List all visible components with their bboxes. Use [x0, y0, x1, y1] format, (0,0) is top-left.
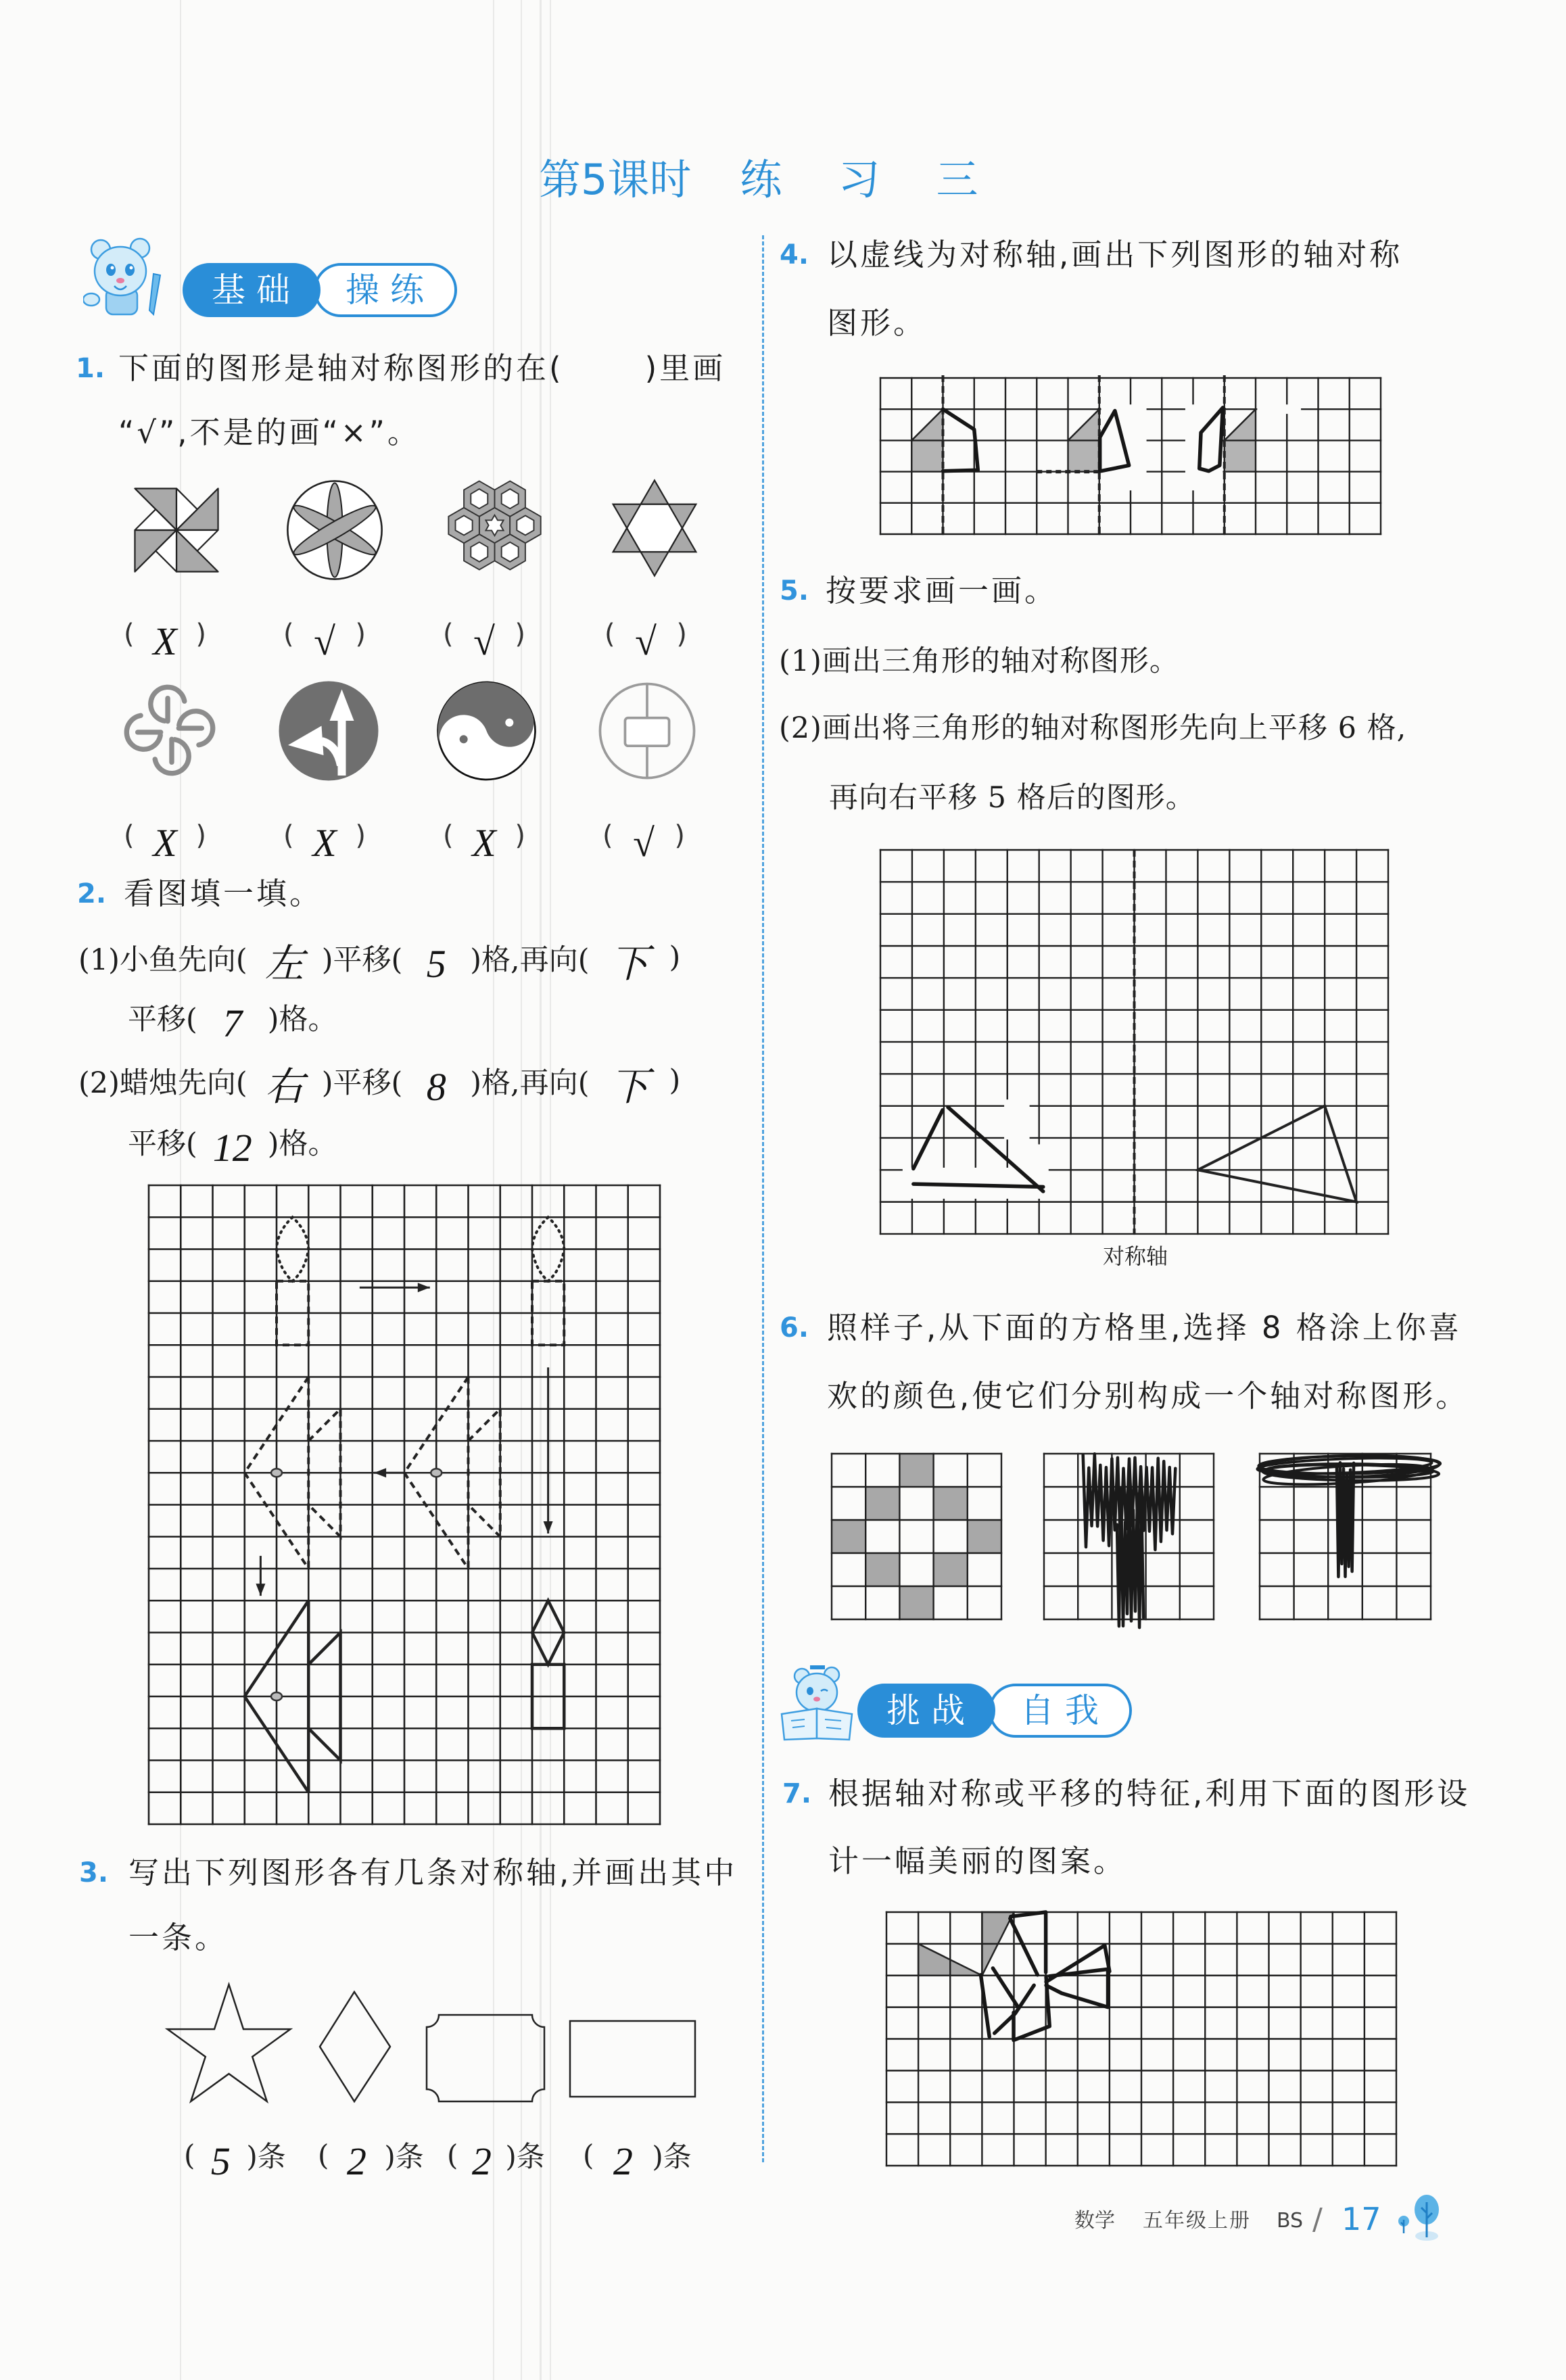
coin-hole — [625, 718, 669, 746]
loop — [155, 739, 189, 773]
arrow-down-icon — [256, 1556, 265, 1596]
q2-part1-line1 — [78, 937, 681, 986]
section-badge-challenge — [857, 1684, 1132, 1738]
badge-right: 操练 — [314, 263, 457, 317]
badge-right: 自我 — [989, 1684, 1132, 1738]
answer-slot — [443, 611, 525, 663]
text: (2)蜡烛先向( — [78, 1066, 247, 1100]
four-loop-knot-figure — [119, 680, 220, 780]
coloring-grids — [818, 1440, 1447, 1643]
loop — [126, 715, 160, 749]
handwritten-answer: 下 — [609, 942, 649, 986]
page-title — [539, 154, 1034, 206]
handwritten-answer: 下 — [609, 1065, 649, 1109]
triangle-reflection-grid — [867, 836, 1402, 1247]
loop — [179, 711, 212, 745]
loop — [151, 687, 185, 721]
text: )格,再向( — [470, 1066, 590, 1100]
answer-slot — [283, 812, 366, 865]
badge-left: 挑战 — [857, 1684, 995, 1738]
paren: ( — [447, 2138, 458, 2172]
text: 平移( — [128, 1002, 197, 1037]
question-7-text: 根据轴对称或平移的特征,利用下面的图形设 — [828, 1776, 1471, 1811]
answer-blank — [197, 997, 268, 1045]
text: ) — [669, 941, 681, 974]
hexagon-hole — [502, 489, 519, 508]
shaded-cell — [865, 1553, 899, 1586]
scribble — [1337, 1462, 1354, 1577]
answer-slot — [124, 812, 206, 865]
answer-blank — [329, 2135, 384, 2183]
paren: ) — [515, 820, 525, 851]
answer-slot — [283, 611, 366, 663]
handwritten-answer: X — [153, 619, 177, 663]
paren: ( — [283, 820, 294, 851]
question-1-text — [118, 348, 726, 389]
handwritten-answer: 5 — [210, 2139, 231, 2183]
handwritten-triangle-edge — [914, 1110, 943, 1169]
paren: ( — [602, 820, 613, 851]
handwritten-answer: √ — [633, 820, 655, 865]
q2-part2-line1 — [78, 1060, 681, 1109]
question-number: 6. — [780, 1312, 809, 1343]
arrow-down-icon — [544, 1367, 553, 1533]
arrow-sign-figure — [278, 680, 379, 782]
arrow-head — [544, 1521, 553, 1533]
paren: ( — [124, 820, 135, 851]
arrow-head — [256, 1584, 265, 1596]
answer-blank — [197, 1121, 268, 1170]
answer-blank — [247, 1060, 322, 1109]
rhombus — [320, 1992, 390, 2101]
answer-blank — [402, 1060, 470, 1109]
text: )平移( — [321, 1066, 403, 1100]
question-number: 2. — [77, 878, 107, 909]
suffix: )条 — [384, 2140, 424, 2173]
eraser-mark — [1257, 404, 1301, 414]
text: (1)小鱼先向( — [78, 943, 247, 977]
question-number: 3. — [79, 1857, 109, 1888]
handwritten-answer: 2 — [613, 2139, 633, 2183]
shaded-cell — [899, 1586, 933, 1619]
hexagon-hole — [517, 516, 533, 536]
handwritten-answer: 8 — [426, 1065, 446, 1109]
answer-slot — [318, 2135, 424, 2183]
shaded-cell — [899, 1454, 933, 1487]
answer-slot — [443, 812, 525, 865]
text: 平移( — [128, 1126, 197, 1161]
footer-grade: 五年级上册 — [1143, 2209, 1251, 2233]
grid-lines — [886, 1912, 1396, 2166]
eraser-mark — [1004, 1099, 1030, 1139]
paren: ) — [515, 619, 525, 650]
six-pointed-star-figure — [611, 479, 698, 577]
candle-moved-right — [532, 1217, 564, 1345]
answer-blank — [594, 2135, 652, 2183]
question-5-part2-line2: 再向右平移 5 格后的图形。 — [829, 781, 1195, 815]
handwritten-answer: X — [472, 820, 496, 865]
paren: ( — [283, 619, 294, 650]
rectangle — [570, 2021, 695, 2097]
sample-grid — [832, 1454, 1001, 1619]
answer-blank — [589, 937, 669, 986]
text: )格。 — [267, 1126, 337, 1161]
answer-slot — [604, 611, 687, 663]
coin-figure — [597, 680, 697, 782]
arrow-head — [374, 1468, 386, 1477]
fish-eye — [431, 1469, 442, 1477]
question-4-text-line2: 图形。 — [827, 305, 927, 341]
text: ) — [669, 1064, 681, 1097]
paren: ) — [355, 820, 366, 851]
shaded-cell — [968, 1520, 1001, 1553]
handwritten-answer: 2 — [471, 2139, 492, 2183]
handwritten-design-stroke — [1011, 1912, 1046, 1972]
sign-disc — [279, 682, 379, 781]
footer-subject: 数学 — [1074, 2209, 1115, 2233]
answer-slot — [184, 2135, 286, 2183]
suffix: )条 — [505, 2140, 545, 2173]
fish-eye — [271, 1692, 282, 1700]
question-5-part2: (2)画出将三角形的轴对称图形先向上平移 6 格, — [779, 711, 1407, 745]
q2-part2-line2 — [128, 1121, 337, 1170]
handwritten-answer: X — [153, 820, 177, 865]
paren: ) — [676, 619, 687, 650]
handwritten-answer: √ — [473, 619, 495, 663]
footer-separator: / — [1312, 2202, 1323, 2237]
section-badge-basic-practice — [183, 263, 457, 317]
answer-slot — [124, 611, 206, 663]
handwritten-design-stroke — [993, 1968, 1018, 2008]
question-6-text-line2: 欢的颜色,使它们分别构成一个轴对称图形。 — [827, 1378, 1469, 1414]
pattern-design-grid — [873, 1899, 1410, 2179]
handwritten-answer: √ — [635, 619, 657, 663]
notched-rectangle — [427, 2015, 544, 2101]
arrow-right-icon — [360, 1283, 430, 1292]
question-number: 7. — [782, 1778, 812, 1809]
paren: ) — [674, 820, 685, 851]
question-3-text-line2: 一条。 — [128, 1920, 229, 1955]
handwritten-answer: 5 — [426, 942, 446, 986]
handwritten-answer: X — [312, 820, 337, 865]
text: )格,再向( — [470, 943, 590, 977]
question-4-text: 以虚线为对称轴,画出下列图形的轴对称 — [827, 237, 1403, 272]
paren: ( — [318, 2138, 329, 2172]
five-pointed-star — [168, 1984, 291, 2101]
question-number: 4. — [780, 239, 809, 270]
handwritten-answer: 7 — [222, 1001, 243, 1045]
grid-lines — [149, 1185, 660, 1824]
candle-original — [277, 1217, 308, 1345]
arrow-head — [418, 1283, 430, 1292]
candle-final — [532, 1600, 564, 1728]
question-7-text-line2: 计一幅美丽的图案。 — [828, 1843, 1127, 1879]
paren: ) — [195, 820, 206, 851]
tree-icon — [1393, 2193, 1442, 2243]
answer-blank — [402, 937, 470, 986]
lesson-title: 练习三 — [740, 155, 1035, 204]
text: )格。 — [267, 1002, 337, 1037]
arrow-left-icon — [374, 1468, 404, 1477]
flower-circle-figure — [285, 480, 384, 580]
column-divider — [762, 235, 764, 2162]
handwritten-answer: 12 — [212, 1126, 252, 1170]
shaded-cell — [865, 1487, 899, 1520]
handwritten-answer: 左 — [264, 942, 304, 986]
axis-count-figures — [156, 1974, 703, 2110]
pinwheel-figure — [133, 487, 220, 573]
handwritten-answer: 2 — [346, 2139, 366, 2183]
hexagon-hole — [502, 542, 519, 562]
paren: ( — [583, 2138, 594, 2172]
page-number: 17 — [1342, 2201, 1381, 2237]
yin-yang-figure — [434, 680, 539, 782]
q2-part1-line2 — [128, 997, 337, 1045]
question-6-text: 照样子,从下面的方格里,选择 8 格涂上你喜 — [827, 1310, 1462, 1346]
question-2-text: 看图填一填。 — [124, 876, 323, 911]
answer-blank — [195, 2135, 246, 2183]
hexagon-hole — [471, 489, 488, 508]
shaded-cell — [934, 1487, 968, 1520]
hexagon-hole — [456, 516, 473, 536]
paren: ( — [443, 820, 454, 851]
footer-edition: BS — [1277, 2209, 1304, 2233]
fish-eye — [271, 1469, 282, 1477]
hexagon-hole — [471, 542, 488, 562]
given-triangle — [1197, 1106, 1356, 1202]
text: )里画 — [644, 350, 726, 386]
question-3-text: 写出下列图形各有几条对称轴,并画出其中 — [128, 1855, 738, 1890]
question-5-text: 按要求画一画。 — [826, 573, 1058, 609]
suffix: )条 — [246, 2140, 286, 2173]
paren: ( — [443, 619, 454, 650]
bear-reading-mascot-icon — [778, 1660, 857, 1741]
badge-left: 基础 — [183, 263, 321, 317]
bear-mascot-icon — [83, 235, 168, 317]
answer-slot — [583, 2135, 692, 2183]
arrow-shaft — [338, 719, 346, 776]
translation-grid — [135, 1172, 673, 1838]
answer-slot — [602, 812, 685, 865]
answer-blank — [247, 937, 322, 986]
shaded-cell — [832, 1520, 865, 1553]
paren: ) — [195, 619, 206, 650]
eraser-mark — [1017, 1144, 1049, 1168]
text: 下面的图形是轴对称图形的在( — [118, 350, 564, 386]
paren: ( — [604, 619, 615, 650]
question-5-part1: (1)画出三角形的轴对称图形。 — [779, 644, 1179, 678]
question-1-text-line2: “√”,不是的画“×”。 — [118, 414, 421, 450]
shaded-cell — [934, 1553, 968, 1586]
answer-slot — [447, 2135, 545, 2183]
lesson-label: 第5课时 — [539, 155, 692, 204]
question-number: 1. — [76, 353, 105, 384]
suffix: )条 — [652, 2140, 692, 2173]
question-number: 5. — [780, 575, 809, 606]
handwritten-answer: 右 — [264, 1065, 304, 1109]
reflection-grid — [867, 364, 1394, 548]
paren: ( — [184, 2138, 195, 2172]
symmetry-axis-label: 对称轴 — [1103, 1243, 1168, 1269]
paren: ( — [124, 619, 135, 650]
hexagon-cluster-figure — [440, 479, 549, 572]
text: )平移( — [321, 943, 403, 977]
answer-blank — [458, 2135, 505, 2183]
eraser-mark — [1185, 404, 1223, 490]
paren: ) — [355, 619, 366, 650]
answer-blank — [589, 1060, 669, 1109]
handwritten-answer: √ — [314, 619, 335, 663]
